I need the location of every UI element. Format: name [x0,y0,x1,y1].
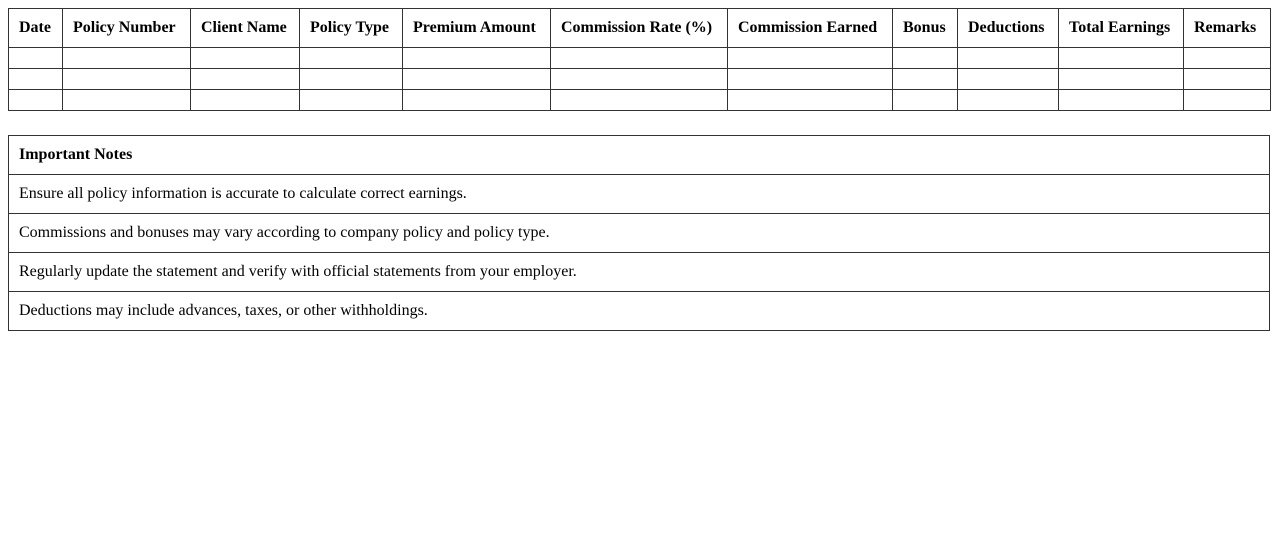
table-cell[interactable] [1059,48,1184,69]
table-row [9,48,1271,69]
column-header-premium-amount: Premium Amount [403,9,551,48]
note-item: Regularly update the statement and verify with official statements from your employer. [9,253,1270,292]
column-header-remarks: Remarks [1184,9,1271,48]
table-cell[interactable] [551,69,728,90]
note-item: Ensure all policy information is accurate to calculate correct earnings. [9,175,1270,214]
table-cell[interactable] [893,69,958,90]
column-header-deductions: Deductions [958,9,1059,48]
table-cell[interactable] [893,90,958,111]
table-cell[interactable] [9,69,63,90]
table-cell[interactable] [300,69,403,90]
note-row [9,253,1270,292]
table-cell[interactable] [403,90,551,111]
note-row [9,175,1270,214]
table-cell[interactable] [728,90,893,111]
table-cell[interactable] [63,48,191,69]
notes-header-row [9,136,1270,175]
table-cell[interactable] [403,48,551,69]
table-cell[interactable] [551,48,728,69]
table-cell[interactable] [191,69,300,90]
table-cell[interactable] [893,48,958,69]
notes-title: Important Notes [9,136,1270,175]
column-header-commission-rate: Commission Rate (%) [551,9,728,48]
table-row [9,69,1271,90]
column-header-bonus: Bonus [893,9,958,48]
table-cell[interactable] [1059,69,1184,90]
table-cell[interactable] [403,69,551,90]
note-row [9,292,1270,331]
table-cell[interactable] [191,90,300,111]
note-row [9,214,1270,253]
earnings-table [8,8,1271,111]
column-header-total-earnings: Total Earnings [1059,9,1184,48]
table-cell[interactable] [1184,90,1271,111]
table-cell[interactable] [728,48,893,69]
table-cell[interactable] [191,48,300,69]
table-cell[interactable] [551,90,728,111]
table-cell[interactable] [958,90,1059,111]
column-header-commission-earned: Commission Earned [728,9,893,48]
table-cell[interactable] [958,69,1059,90]
table-cell[interactable] [1059,90,1184,111]
table-cell[interactable] [300,90,403,111]
table-cell[interactable] [728,69,893,90]
column-header-policy-number: Policy Number [63,9,191,48]
header-row [9,9,1271,48]
table-cell[interactable] [9,90,63,111]
table-cell[interactable] [300,48,403,69]
note-item: Deductions may include advances, taxes, or other withholdings. [9,292,1270,331]
column-header-client-name: Client Name [191,9,300,48]
table-cell[interactable] [63,90,191,111]
important-notes-table [8,135,1270,331]
column-header-policy-type: Policy Type [300,9,403,48]
table-cell[interactable] [1184,69,1271,90]
column-header-date: Date [9,9,63,48]
note-item: Commissions and bonuses may vary according to company policy and policy type. [9,214,1270,253]
table-cell[interactable] [9,48,63,69]
table-cell[interactable] [958,48,1059,69]
table-cell[interactable] [63,69,191,90]
table-row [9,90,1271,111]
table-cell[interactable] [1184,48,1271,69]
